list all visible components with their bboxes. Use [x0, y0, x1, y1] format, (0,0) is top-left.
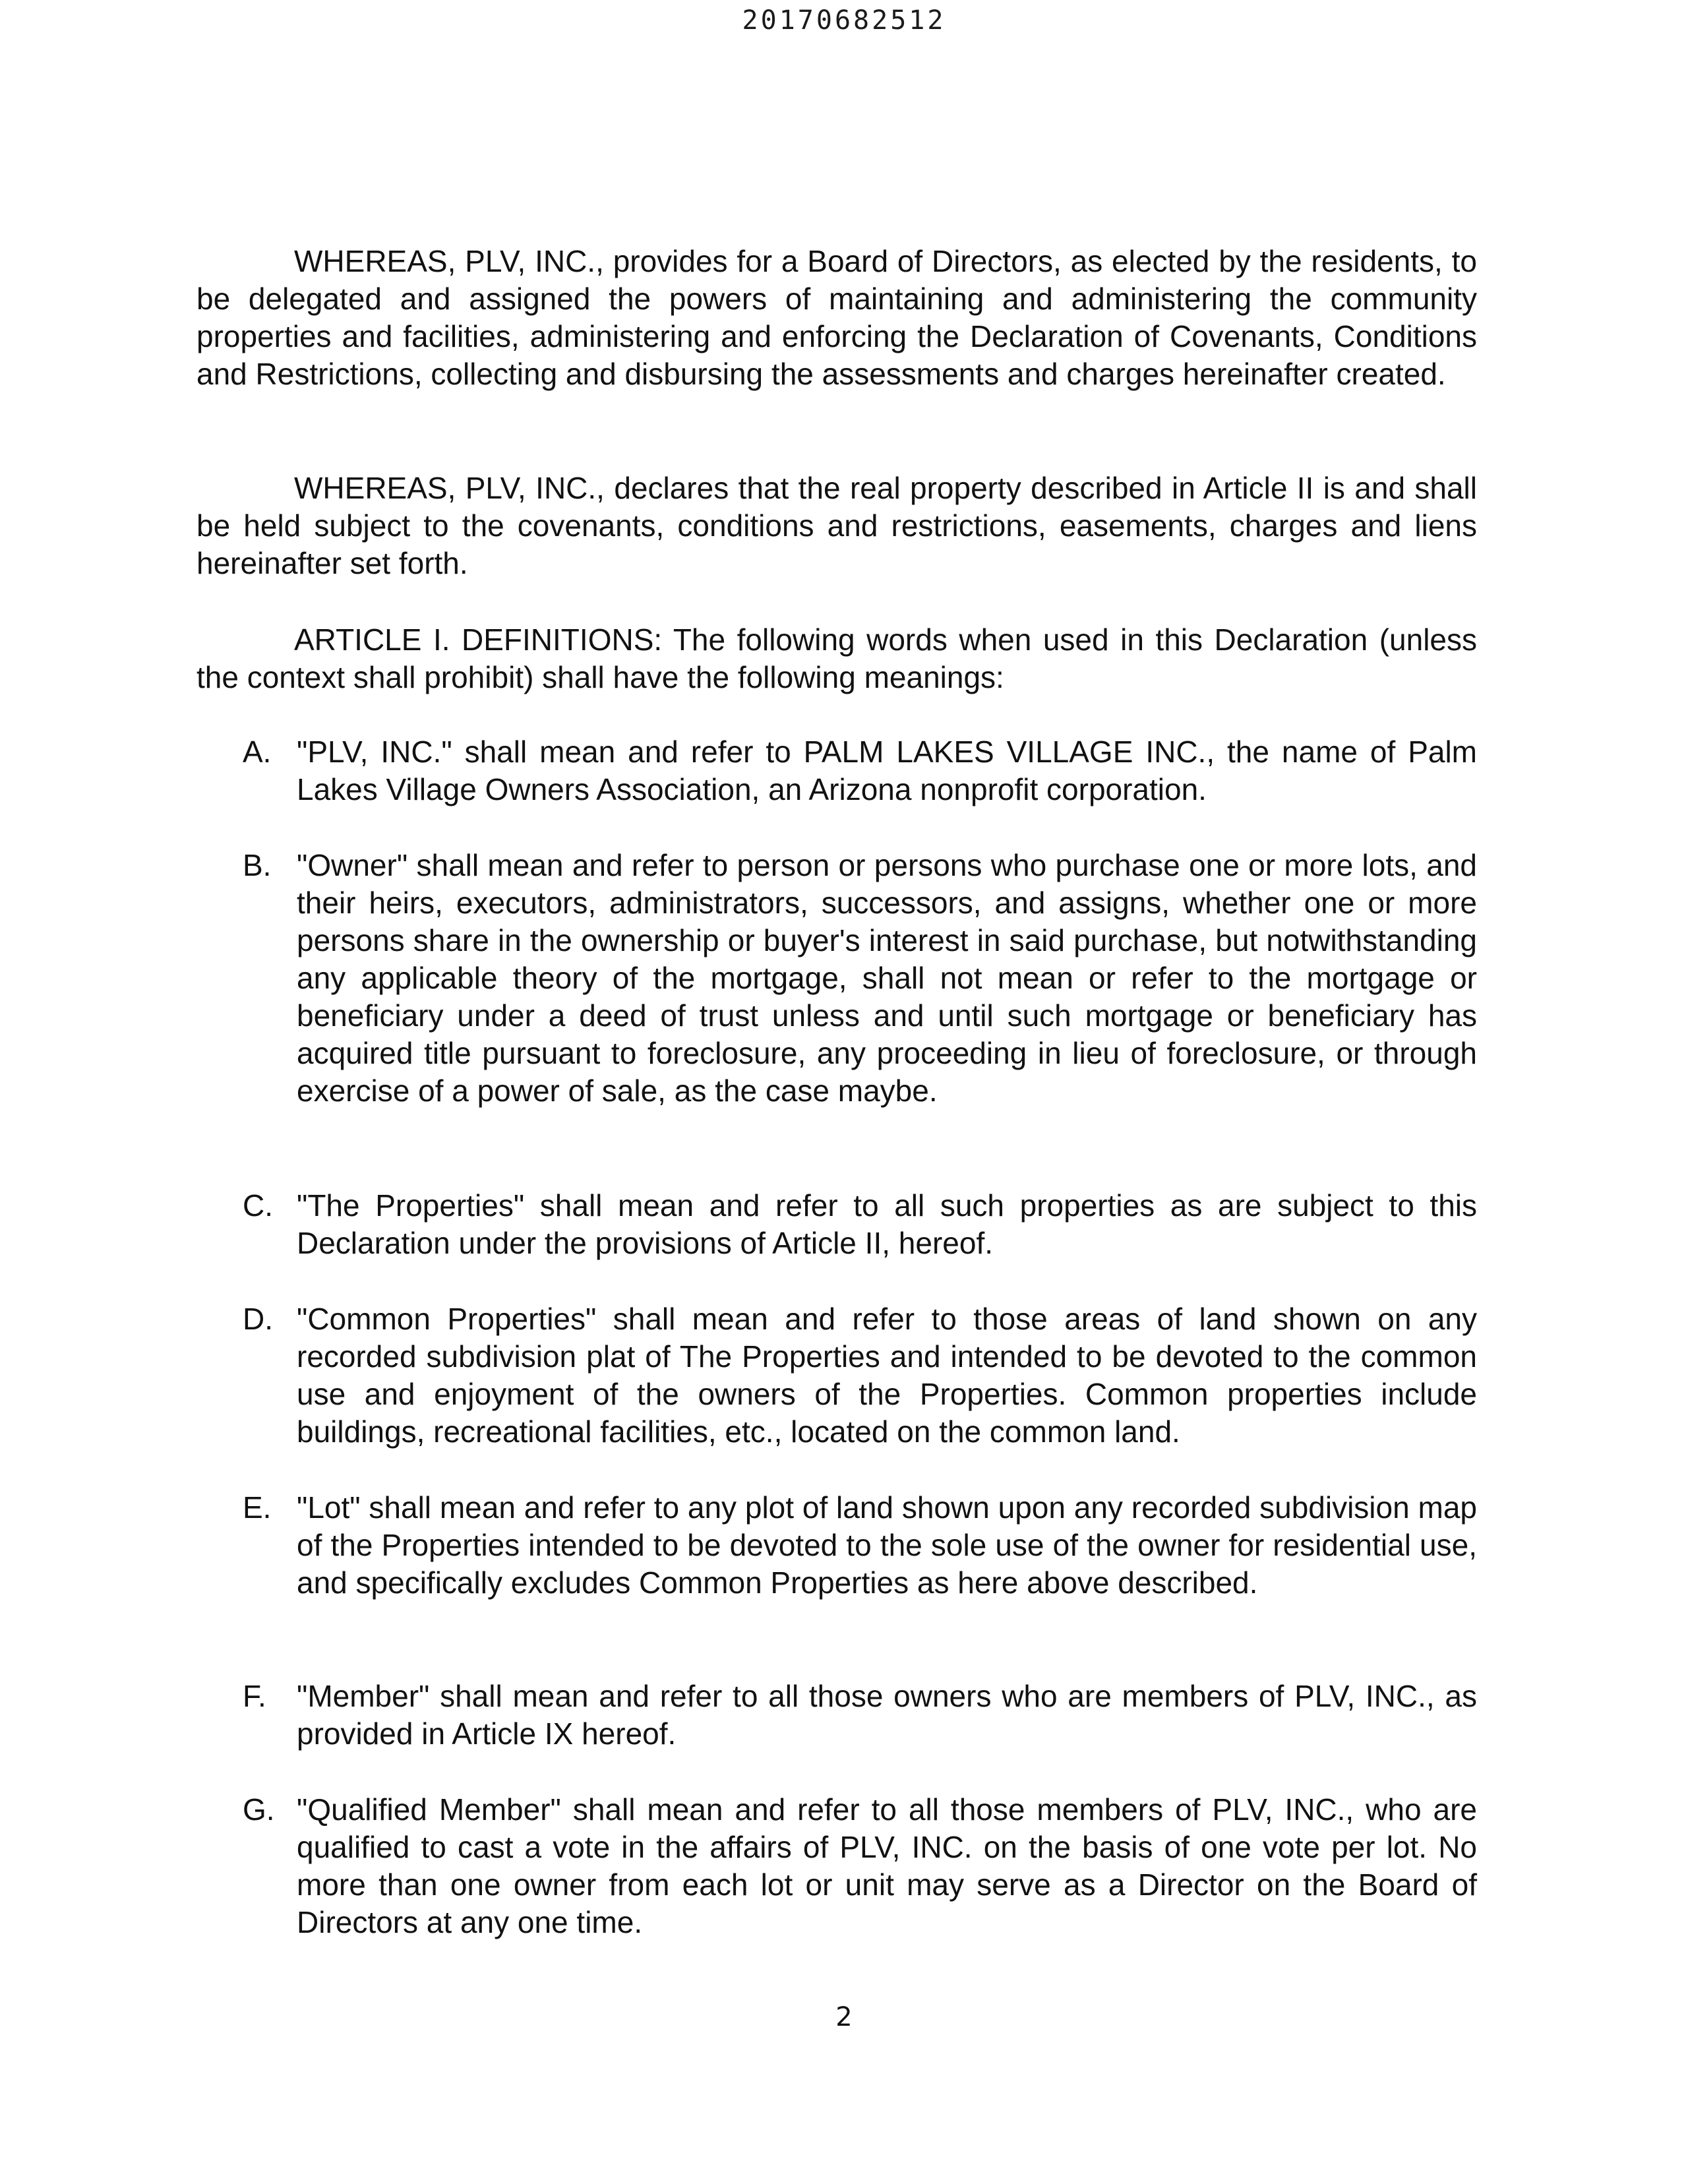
definition-item-a — [243, 733, 1477, 808]
definition-text: "The Properties" shall mean and refer to all such properties as are subject to this Declaration under the provisions of Article II, hereof. — [297, 1188, 1477, 1260]
definition-text: "PLV, INC." shall mean and refer to PALM LAKES VILLAGE INC., the name of Palm Lakes Village Owners Association, an Arizona nonprofit corporation. — [297, 735, 1477, 806]
document-number: 20170682512 — [742, 5, 946, 36]
definition-letter: G. — [243, 1792, 275, 1827]
definition-letter: B. — [243, 848, 272, 882]
definition-letter: F. — [243, 1679, 266, 1713]
definition-item-b — [243, 847, 1477, 1110]
definition-text: "Qualified Member" shall mean and refer to all those members of PLV, INC., who are qualified to cast a vote in the affairs of PLV, INC. on the basis of one vote per lot. No more than one owner from each lot or unit may serve as a Director on the Board of Directors at any one time. — [297, 1792, 1477, 1939]
page-number: 2 — [835, 2002, 853, 2032]
article-1-intro-text: ARTICLE I. DEFINITIONS: The following words when used in this Declaration (unless the context shall prohibit) shall have the following meanings: — [196, 622, 1477, 694]
definition-text: "Lot" shall mean and refer to any plot of land shown upon any recorded subdivision map of the Properties intended to be devoted to the sole use of the owner for residential use, and specifically excludes Common Properties as here above described. — [297, 1490, 1477, 1600]
whereas-paragraph-2 — [196, 470, 1477, 582]
whereas-paragraph-1 — [196, 243, 1477, 393]
definition-letter: E. — [243, 1490, 272, 1525]
article-1-intro — [196, 621, 1477, 696]
definition-item-g — [243, 1791, 1477, 1941]
definition-item-c — [243, 1187, 1477, 1262]
definition-letter: A. — [243, 735, 272, 769]
definition-letter: C. — [243, 1188, 273, 1223]
definition-item-f — [243, 1678, 1477, 1753]
definition-text: "Member" shall mean and refer to all those owners who are members of PLV, INC., as provided in Article IX hereof. — [297, 1679, 1477, 1751]
whereas-paragraph-1-text: WHEREAS, PLV, INC., provides for a Board of Directors, as elected by the residents, to be delegated and assigned the powers of maintaining and administering the community properties and facilities, administering and enforcing the Declaration of Covenants, Conditions and Restrictions, collecting and disbursing the assessments and charges hereinafter created. — [196, 244, 1477, 391]
definition-text: "Common Properties" shall mean and refer to those areas of land shown on any recorded subdivision plat of The Properties and intended to be devoted to the common use and enjoyment of the owners of the Properties. Common properties include buildings, recreational facilities, etc., located on the common land. — [297, 1302, 1477, 1449]
definition-letter: D. — [243, 1302, 273, 1336]
definition-item-e — [243, 1489, 1477, 1602]
definition-text: "Owner" shall mean and refer to person or persons who purchase one or more lots, and their heirs, executors, administrators, successors, and assigns, whether one or more persons share in the ownership or buyer's interest in said purchase, but notwithstanding any applicable theory of the mortgage, shall not mean or refer to the mortgage or beneficiary under a deed of trust unless and until such mortgage or beneficiary has acquired title pursuant to foreclosure, any proceeding in lieu of foreclosure, or through exercise of a power of sale, as the case maybe. — [297, 848, 1477, 1108]
whereas-paragraph-2-text: WHEREAS, PLV, INC., declares that the real property described in Article II is and shall be held subject to the covenants, conditions and restrictions, easements, charges and liens hereinafter set forth. — [196, 471, 1477, 580]
definition-item-d — [243, 1300, 1477, 1451]
